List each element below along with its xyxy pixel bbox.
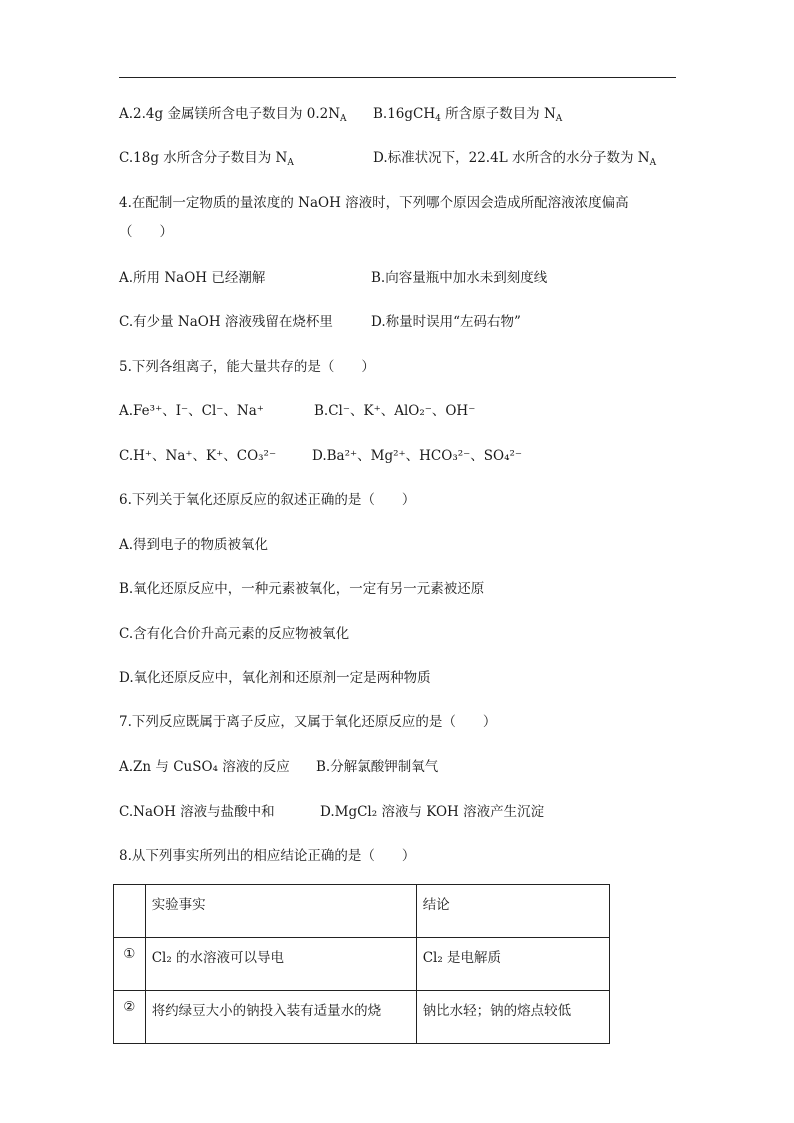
q4-answer-paren: （ ） (119, 224, 173, 240)
q6-stem: 6.下列关于氧化还原反应的叙述正确的是（ ） (119, 492, 416, 508)
q6-option-b: B.氧化还原反应中，一种元素被氧化，一定有另一元素被还原 (119, 581, 485, 597)
q7-stem: 7.下列反应既属于离子反应，又属于氧化还原反应的是（ ） (119, 714, 497, 730)
q3-option-a: A.2.4g 金属镁所含电子数目为 $0.2N_A$ (119, 106, 347, 124)
q5-option-c: C.H⁺、Na⁺、K⁺、CO₃²⁻ (119, 448, 277, 464)
q4-option-d: D.称量时误用“左码右物” (371, 314, 521, 330)
table-row (114, 991, 610, 1044)
table-header-cell: 实验事实 (145, 885, 416, 938)
q6-option-c: C.含有化合价升高元素的反应物被氧化 (119, 626, 350, 642)
q7-option-c: C.NaOH 溶液与盐酸中和 (119, 804, 275, 820)
q3-option-c: C.18g 水所含分子数目为 $N_A$ (119, 150, 294, 168)
table-header-row (114, 885, 610, 938)
q8-facts-table (113, 884, 610, 1044)
q7-option-d: D.MgCl₂ 溶液与 KOH 溶液产生沉淀 (320, 804, 545, 820)
table-cell: ① (114, 938, 146, 991)
q5-stem: 5.下列各组离子，能大量共存的是（ ） (119, 359, 375, 375)
q5-option-b: B.Cl⁻、K⁺、AlO₂⁻、OH⁻ (314, 403, 476, 419)
header-rule (119, 77, 676, 78)
table-cell: 将约绿豆大小的钠投入装有适量水的烧 (145, 991, 416, 1044)
q5-option-a: A.Fe³⁺、I⁻、Cl⁻、Na⁺ (119, 403, 264, 419)
q6-option-a: A.得到电子的物质被氧化 (119, 537, 269, 553)
q3-option-b: B.16gCH$_4$ 所含原子数目为 $N_A$ (373, 106, 563, 124)
q7-option-b: B.分解氯酸钾制氧气 (316, 759, 439, 775)
q4-stem: 4.在配制一定物质的量浓度的 NaOH 溶液时，下列哪个原因会造成所配溶液浓度偏高 (119, 195, 629, 211)
q4-option-a: A.所用 NaOH 已经潮解 (119, 270, 266, 286)
q6-option-d: D.氧化还原反应中，氧化剂和还原剂一定是两种物质 (119, 670, 431, 686)
q7-option-a: A.Zn 与 CuSO₄ 溶液的反应 (119, 759, 290, 775)
table-header-cell (114, 885, 146, 938)
q4-option-c: C.有少量 NaOH 溶液残留在烧杯里 (119, 314, 333, 330)
table-cell: Cl₂ 是电解质 (416, 938, 609, 991)
table-row (114, 938, 610, 991)
q3-option-d: D.标准状况下，22.4L 水所含的水分子数为 $N_A$ (373, 150, 657, 168)
table-cell: 钠比水轻；钠的熔点较低 (416, 991, 609, 1044)
q4-option-b: B.向容量瓶中加水未到刻度线 (371, 270, 548, 286)
table-cell: ② (114, 991, 146, 1044)
q5-option-d: D.Ba²⁺、Mg²⁺、HCO₃²⁻、SO₄²⁻ (312, 448, 523, 464)
q8-stem: 8.从下列事实所列出的相应结论正确的是（ ） (119, 848, 416, 864)
table-header-cell: 结论 (416, 885, 609, 938)
table-cell: Cl₂ 的水溶液可以导电 (145, 938, 416, 991)
